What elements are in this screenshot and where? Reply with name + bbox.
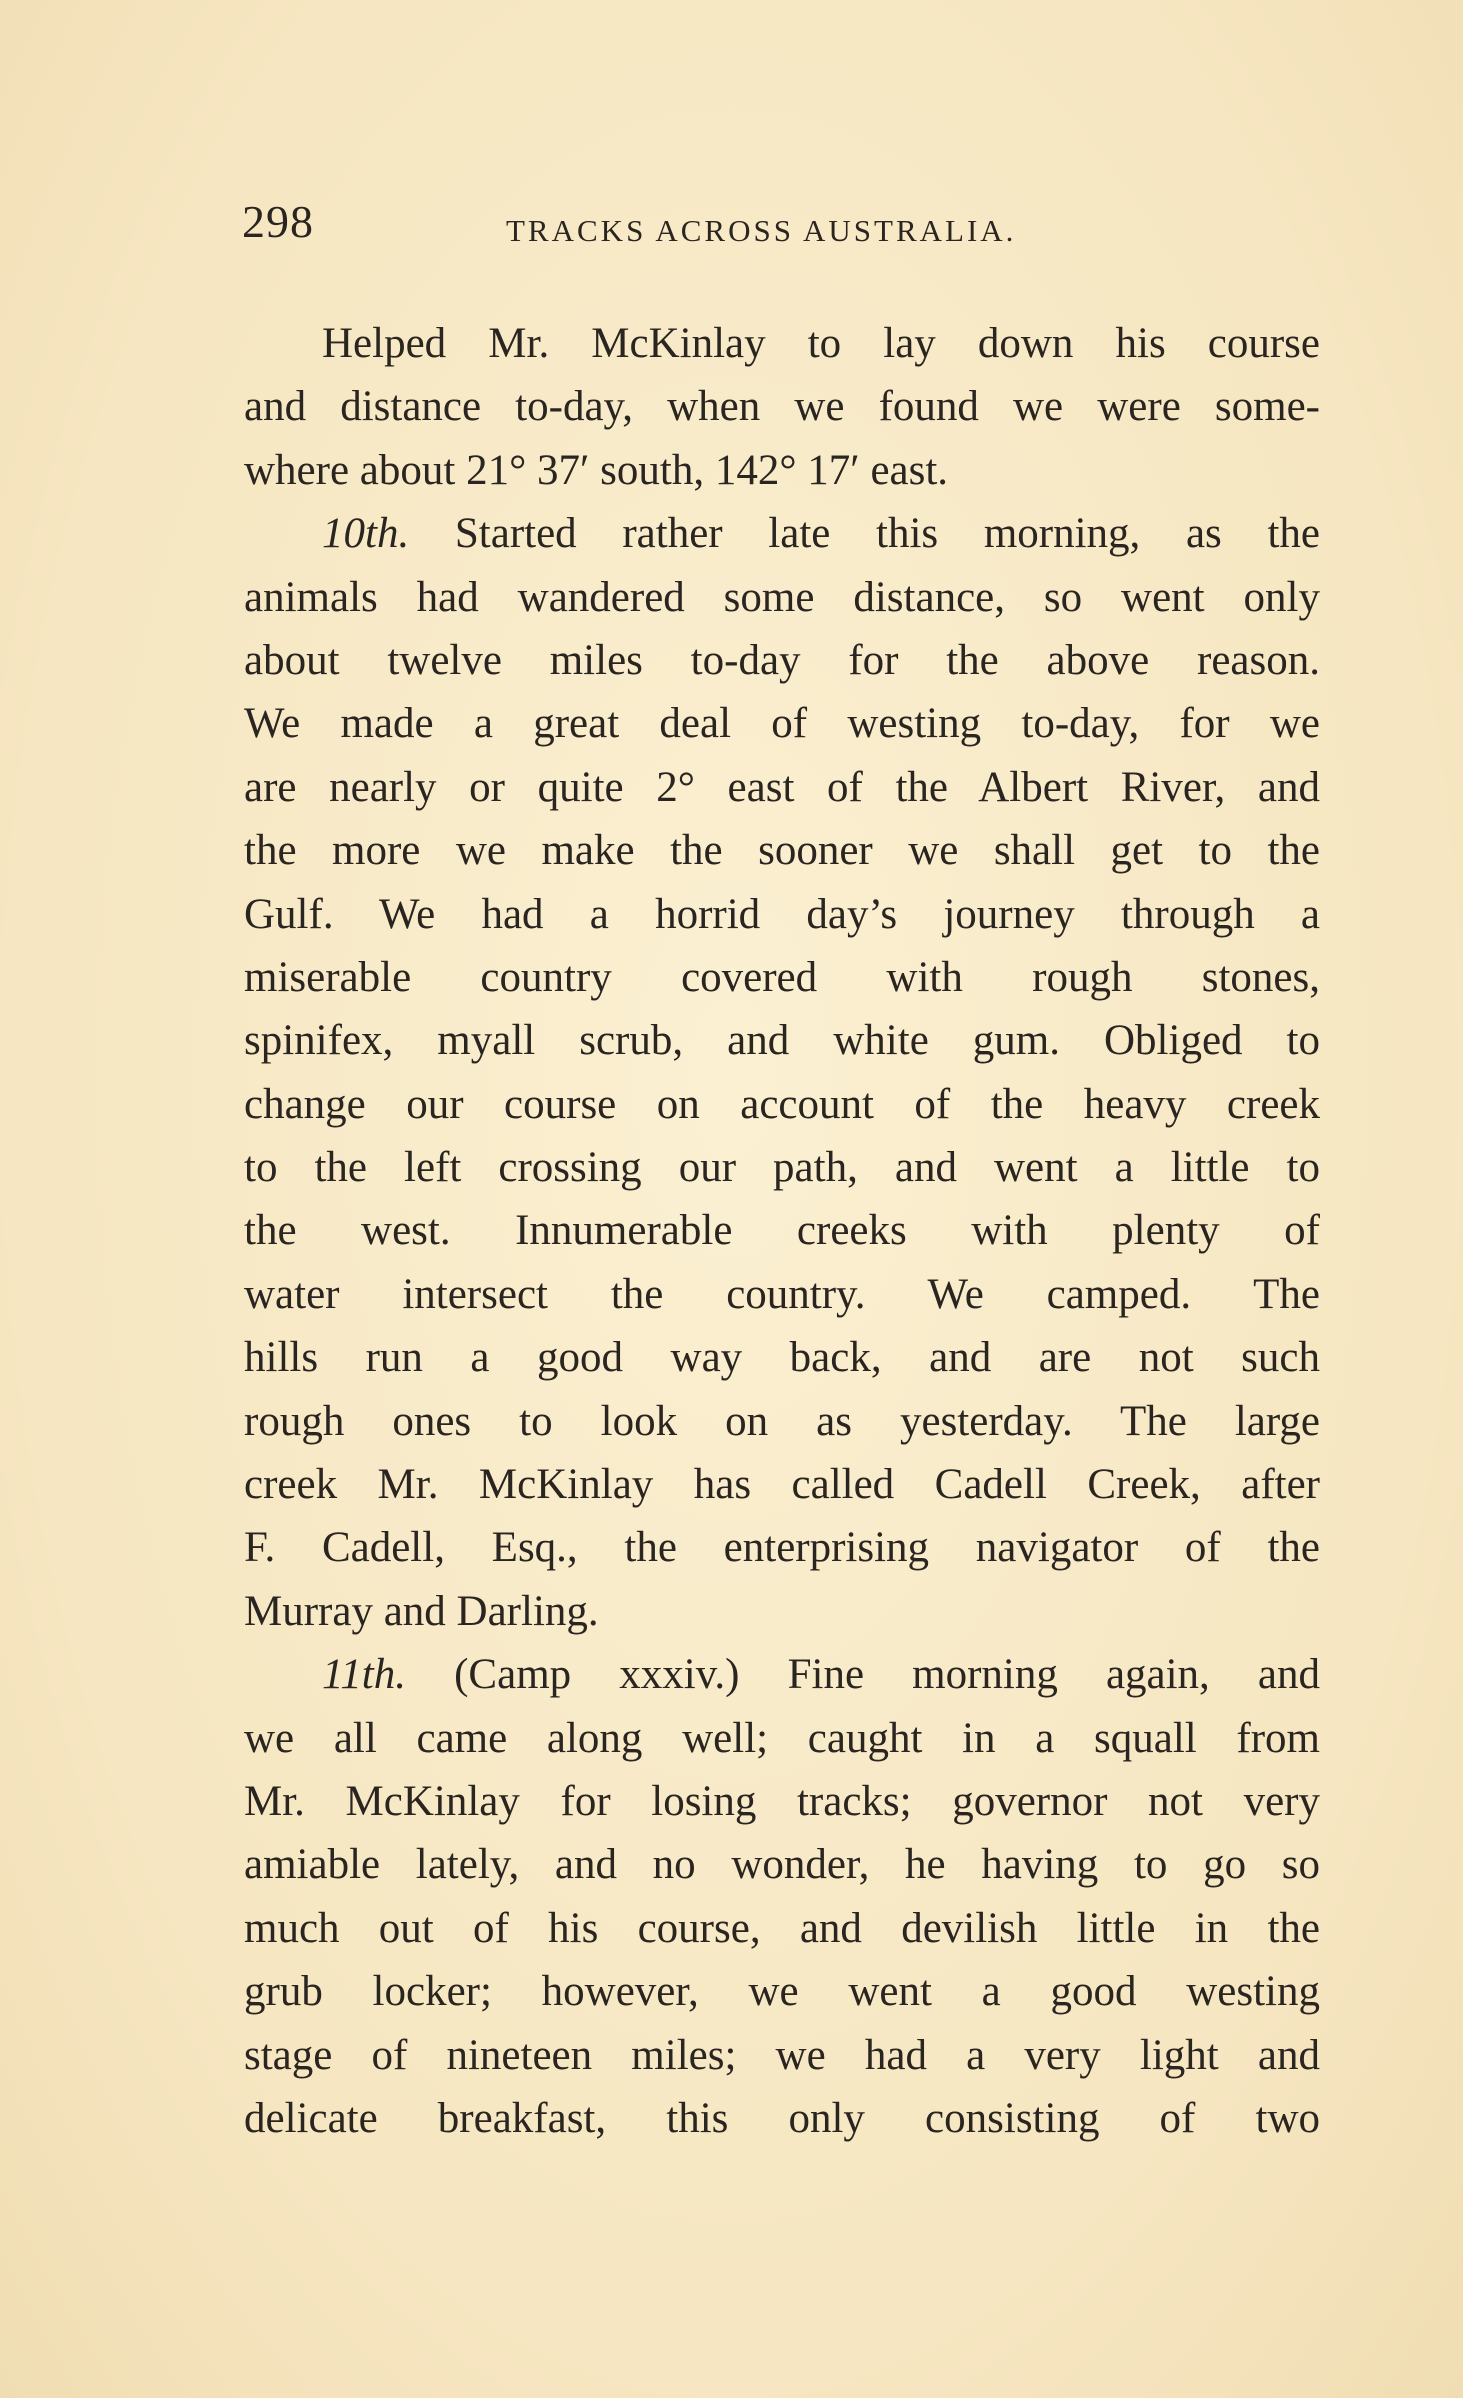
text-line	[244, 692, 1320, 755]
text-line	[244, 1136, 1320, 1199]
text-line	[244, 439, 1320, 502]
line-text: are nearly or quite 2° east of the Albert River, and	[244, 763, 1320, 811]
text-line	[244, 883, 1320, 946]
text-line	[244, 629, 1320, 692]
line-text: Gulf. We had a horrid day’s journey through a	[244, 890, 1320, 938]
line-text: delicate breakfast, this only consisting of two	[244, 2094, 1320, 2142]
line-text: (Camp xxxiv.) Fine morning again, and	[406, 1651, 1320, 1699]
text-line	[244, 1516, 1320, 1579]
line-text: miserable country covered with rough stones,	[244, 953, 1320, 1001]
text-line	[244, 946, 1320, 1009]
line-text: Mr. McKinlay for losing tracks; governor not very	[244, 1777, 1320, 1825]
text-line	[244, 1960, 1320, 2023]
text-line	[244, 1707, 1320, 1770]
line-text: where about 21° 37′ south, 142° 17′ east.	[244, 446, 949, 494]
line-text: spinifex, myall scrub, and white gum. Obliged to	[244, 1017, 1320, 1065]
text-line	[244, 566, 1320, 629]
line-text: about twelve miles to-day for the above reason.	[244, 636, 1320, 684]
text-line	[244, 1263, 1320, 1326]
line-text: grub locker; however, we went a good westing	[244, 1968, 1320, 2016]
line-text: Helped Mr. McKinlay to lay down his course	[322, 320, 1320, 367]
line-text: change our course on account of the heavy creek	[244, 1080, 1320, 1128]
text-line	[244, 1643, 1320, 1706]
text-line	[244, 819, 1320, 882]
line-text: hills run a good way back, and are not such	[244, 1334, 1320, 1382]
text-line	[244, 2087, 1320, 2150]
text-line	[244, 1390, 1320, 1453]
line-text: Murray and Darling.	[244, 1587, 599, 1635]
text-line	[244, 375, 1320, 438]
line-text: and distance to-day, when we found we were some-	[244, 383, 1320, 431]
text-line	[244, 2024, 1320, 2087]
entry-date: 10th.	[322, 510, 410, 558]
text-line	[244, 312, 1320, 375]
text-line	[244, 1326, 1320, 1389]
text-line	[244, 1580, 1320, 1643]
text-line	[244, 1199, 1320, 1262]
line-text: We made a great deal of westing to-day, for we	[244, 700, 1320, 748]
text-line	[244, 502, 1320, 565]
running-head	[242, 195, 1062, 255]
line-text: to the left crossing our path, and went a little to	[244, 1144, 1320, 1192]
line-text: animals had wandered some distance, so went only	[244, 573, 1320, 621]
line-text: F. Cadell, Esq., the enterprising navigator of the	[244, 1524, 1320, 1572]
line-text: water intersect the country. We camped. The	[244, 1270, 1320, 1318]
line-text: rough ones to look on as yesterday. The large	[244, 1397, 1320, 1445]
entry-date: 11th.	[322, 1651, 407, 1699]
line-text: amiable lately, and no wonder, he having to go so	[244, 1841, 1320, 1889]
text-line	[244, 1009, 1320, 1072]
page-number: 298	[242, 196, 314, 247]
text-line	[244, 1453, 1320, 1516]
body-text	[244, 312, 1320, 2150]
line-text: creek Mr. McKinlay has called Cadell Creek, after	[244, 1461, 1320, 1509]
line-text: the more we make the sooner we shall get to the	[244, 827, 1320, 875]
text-line	[244, 1770, 1320, 1833]
line-text: much out of his course, and devilish little in the	[244, 1904, 1320, 1952]
text-line	[244, 1073, 1320, 1136]
running-title: TRACKS ACROSS AUSTRALIA.	[506, 213, 1017, 248]
text-line	[244, 1833, 1320, 1896]
line-text: we all came along well; caught in a squall from	[244, 1714, 1320, 1762]
text-line	[244, 1897, 1320, 1960]
line-text: Started rather late this morning, as the	[409, 510, 1320, 558]
text-line	[244, 756, 1320, 819]
line-text: the west. Innumerable creeks with plenty of	[244, 1207, 1320, 1255]
line-text: stage of nineteen miles; we had a very light and	[244, 2031, 1320, 2079]
